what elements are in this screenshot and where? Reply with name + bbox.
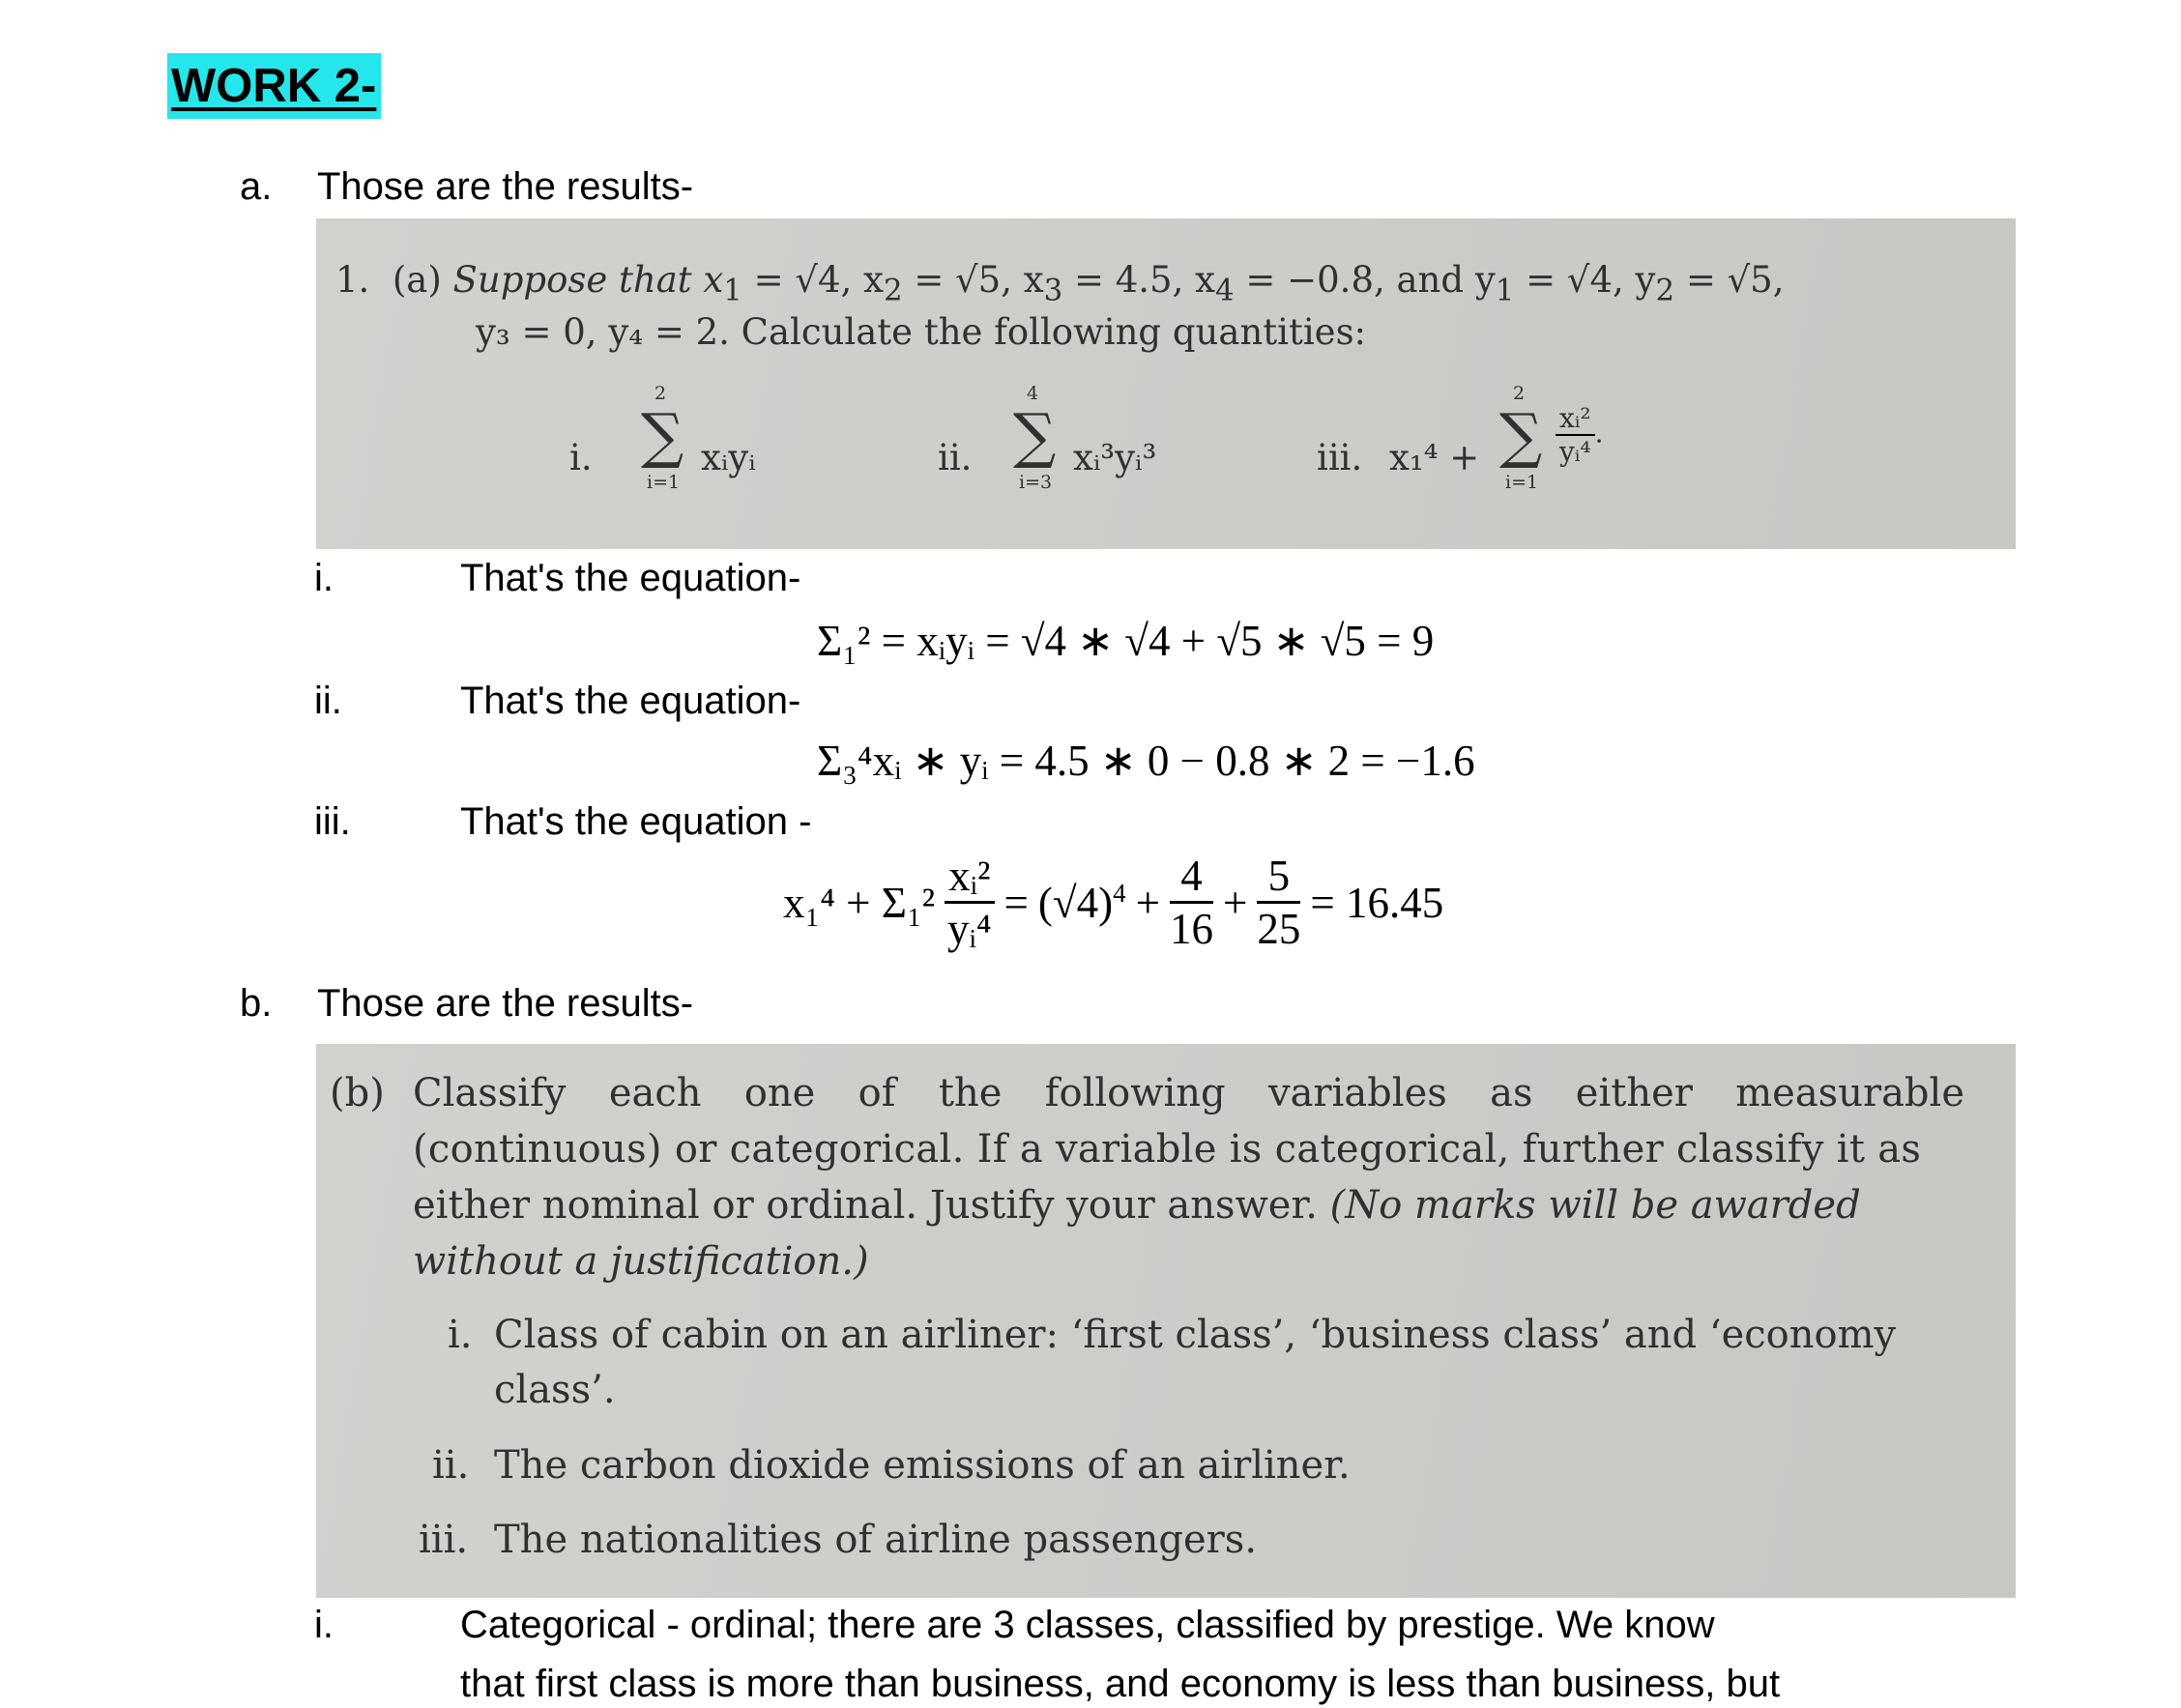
- eq3-plus-2: +: [1222, 878, 1248, 927]
- answer-b-i-line-2: that first class is more than business, and economy is less than business, but: [460, 1663, 1781, 1705]
- eq3-result: = 16.45: [1310, 878, 1444, 927]
- answer-a-ii-marker: ii.: [314, 680, 342, 722]
- answer-a-ii-text: That's the equation-: [460, 680, 801, 722]
- question-b-image: [316, 1044, 2016, 1598]
- sum-iii-lead: x₁⁴ +: [1389, 437, 1480, 478]
- question-a-item-iii: iii.: [1317, 437, 1363, 478]
- sum-ii-lower: i=3: [1019, 472, 1053, 493]
- question-b-item-ii-text: The carbon dioxide emissions of an airliner.: [494, 1443, 1351, 1488]
- sum-iii-upper: 2: [1513, 383, 1526, 404]
- question-a-line-2: y₃ = 0, y₄ = 2. Calculate the following quantities:: [476, 311, 1367, 353]
- question-b-line-2: (continuous) or categorical. If a variable is categorical, further classify it as: [413, 1127, 1922, 1172]
- q1-text-6: = 4.5, x: [1062, 259, 1215, 301]
- answer-b-i-marker: i.: [314, 1604, 334, 1646]
- question-b-line-4: [413, 1239, 869, 1284]
- q1-sub-9: 1: [1495, 273, 1515, 308]
- answer-a-ii-equation: Σ₃⁴xᵢ ∗ yᵢ = 4.5 ∗ 0 − 0.8 ∗ 2 = −1.6: [817, 737, 1475, 785]
- question-number: 1.: [335, 259, 370, 301]
- sum-i-lower: i=1: [647, 472, 681, 493]
- part-b-intro: Those are the results-: [317, 982, 694, 1025]
- q1-text-2: = √4, x: [742, 259, 884, 301]
- eq3-lead: x₁⁴ + Σ₁²: [783, 878, 936, 927]
- q1-text-10: = √4, y: [1514, 259, 1656, 301]
- eq3-frac3-den: 25: [1257, 905, 1301, 953]
- sum-ii: [1007, 383, 1065, 499]
- eq3-frac3-num: 5: [1257, 851, 1300, 904]
- eq3-plus-1: +: [1135, 878, 1160, 927]
- question-a-label: (a): [392, 259, 442, 301]
- q1-text-12: = √5,: [1674, 259, 1785, 301]
- sum-iii: [1494, 383, 1552, 499]
- answer-a-iii-text: That's the equation -: [460, 800, 812, 843]
- eq3-frac2: [1170, 851, 1213, 954]
- sum-i-term: xᵢyᵢ: [701, 437, 756, 478]
- sigma-iii: ∑: [1499, 400, 1543, 471]
- question-b-item-i-line-2: class’.: [494, 1368, 616, 1412]
- sum-i: [635, 383, 693, 499]
- q1-text-0: Suppose that x: [452, 259, 724, 301]
- question-b-line-3-italic: (No marks will be awarded: [1329, 1183, 1861, 1228]
- sum-iii-den: yᵢ⁴: [1558, 436, 1591, 468]
- part-b-marker: b.: [240, 982, 273, 1025]
- question-b-line-3-plain: either nominal or ordinal. Justify your answer.: [413, 1183, 1330, 1228]
- question-b-item-iii-marker: iii.: [419, 1518, 469, 1562]
- sigma-ii: ∑: [1013, 400, 1057, 471]
- eq3-frac3: [1257, 851, 1300, 954]
- sum-iii-frac: [1556, 402, 1595, 468]
- q1-sub-1: 1: [723, 273, 742, 308]
- question-a-item-ii: ii.: [938, 437, 973, 478]
- eq3-frac1-den: yᵢ⁴: [947, 905, 992, 953]
- answer-a-i-text: That's the equation-: [460, 557, 801, 599]
- question-b-line-4-italic: without a justification.): [413, 1239, 869, 1284]
- eq3-paren-base: (√4): [1037, 878, 1114, 927]
- eq3-frac2-num: 4: [1170, 851, 1213, 904]
- q1-text-4: = √5, x: [902, 259, 1044, 301]
- sum-iii-fraction: $\frac{\text{xᵢ²}}{\text{yᵢ⁴}}$ .: [1556, 402, 1604, 468]
- question-b-item-ii-marker: ii.: [432, 1443, 470, 1488]
- q1-sub-11: 2: [1655, 273, 1675, 308]
- q1-text-8: = −0.8, and y: [1234, 259, 1496, 301]
- answer-a-i-marker: i.: [314, 557, 334, 599]
- sigma-i: ∑: [641, 400, 684, 471]
- question-a-image: [316, 218, 2016, 549]
- sum-iii-num: xᵢ²: [1556, 402, 1595, 436]
- sum-ii-upper: 4: [1027, 383, 1039, 404]
- part-a-intro: Those are the results-: [317, 165, 694, 208]
- question-b-label: (b): [330, 1071, 385, 1115]
- eq3-paren: [1038, 878, 1126, 928]
- part-a-marker: a.: [240, 165, 273, 208]
- sum-ii-term: xᵢ³yᵢ³: [1073, 437, 1157, 478]
- work-heading: [167, 53, 381, 119]
- answer-a-iii-equation: [783, 851, 1443, 954]
- sum-iii-lower: i=1: [1505, 472, 1539, 493]
- sum-i-upper: 2: [654, 383, 667, 404]
- question-b-item-iii-text: The nationalities of airline passengers.: [494, 1518, 1258, 1562]
- answer-b-i-line-1: Categorical - ordinal; there are 3 classes, classified by prestige. We know: [460, 1604, 1715, 1646]
- eq3-equals: =: [1003, 878, 1029, 927]
- answer-a-iii-marker: iii.: [314, 800, 351, 843]
- question-a-item-i: i.: [569, 437, 593, 478]
- question-b-line-1: Classify each one of the following variables as either measurable: [413, 1071, 1964, 1115]
- eq3-paren-exp: 4: [1113, 878, 1126, 908]
- question-b-line-3: [413, 1183, 1861, 1228]
- eq3-frac1: [945, 851, 994, 954]
- eq3-frac1-num: xᵢ²: [945, 851, 994, 904]
- question-b-item-i-line-1: Class of cabin on an airliner: ‘first class’, ‘business class’ and ‘economy: [494, 1313, 1897, 1357]
- eq3-frac2-den: 16: [1169, 905, 1213, 953]
- question-a-line-1: [335, 259, 1784, 307]
- work-heading-text: WORK 2-: [171, 60, 377, 112]
- question-b-item-i-marker: i.: [448, 1313, 473, 1357]
- q1-sub-5: 3: [1043, 273, 1063, 308]
- answer-a-i-equation: Σ₁² = xᵢyᵢ = √4 ∗ √4 + √5 ∗ √5 = 9: [817, 617, 1435, 665]
- q1-sub-7: 4: [1214, 273, 1235, 308]
- q1-sub-3: 2: [883, 273, 903, 308]
